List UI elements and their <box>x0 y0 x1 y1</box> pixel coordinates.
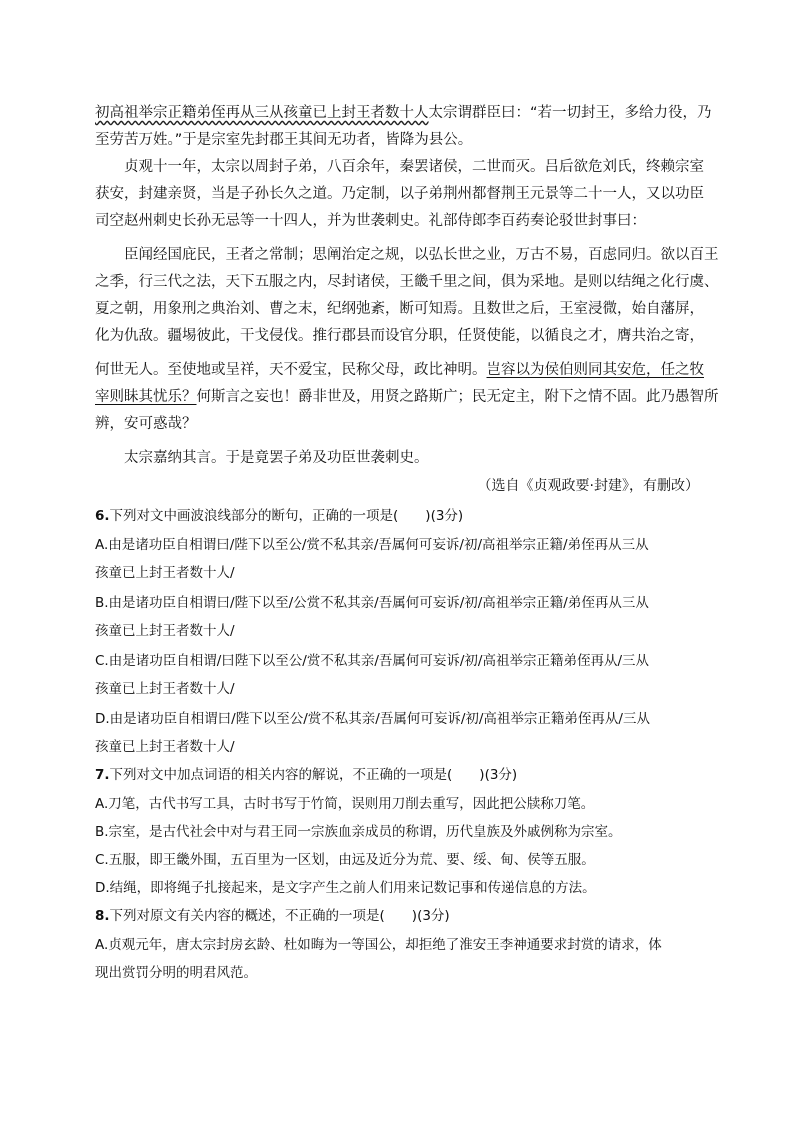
question-number: 8. <box>95 908 110 924</box>
option-line: A.由是诸功臣自相谓曰/陛下以至公/赏不私其亲/吾属何可妄诉/初/高祖举宗正籍/弟侄再从三从 <box>95 537 649 553</box>
option-line: C.五服，即王畿外围，五百里为一区划，由远及近分为荒、要、绥、甸、侯等五服。 <box>95 852 595 868</box>
option-line: 孩童已上封王者数十人/ <box>95 681 235 697</box>
passage-line: 贞观十一年，太宗以周封子弟，八百余年，秦罢诸侯，二世而灭。吕后欲危刘氏，终赖宗室 <box>124 159 704 175</box>
question-number: 6. <box>95 508 110 524</box>
option-line: B.宗室，是古代社会中对与君王同一宗族血亲成员的称谓，历代皇族及外戚例称为宗室。 <box>95 824 622 840</box>
option-line: 孩童已上封王者数十人/ <box>95 565 235 581</box>
option-line: A.贞观元年，唐太宗封房玄龄、杜如晦为一等国公，却拒绝了淮安王李神通要求封赏的请求，体 <box>95 937 662 953</box>
passage-line <box>95 360 704 380</box>
option-line: D.结绳，即将绳子扎接起来，是文字产生之前人们用来记数记事和传递信息的方法。 <box>95 880 596 896</box>
option-line: A.刀笔，古代书写工具，古时书写于竹简，误则用刀削去重写，因此把公牍称刀笔。 <box>95 796 595 812</box>
wavy-underlined-text: 初高祖举宗正籍弟侄再从三从孩童已上封王者数十人 <box>95 105 429 121</box>
passage-line: 之季，行三代之法，天下五服之内，尽封诸侯，王畿千里之间，俱为采地。是则以结绳之化行虞、 <box>95 274 719 290</box>
source-citation: （选自《贞观政要·封建》，有删改） <box>477 478 699 494</box>
passage-line: 太宗嘉纳其言。于是竟罢子弟及功臣世袭刺史。 <box>124 450 429 466</box>
option-line: 孩童已上封王者数十人/ <box>95 623 235 639</box>
option-line: 孩童已上封王者数十人/ <box>95 739 235 755</box>
option-line: C.由是诸功臣自相谓/曰陛下以至公/赏不私其亲/吾属何可妄诉/初/高祖举宗正籍弟侄再从/三从 <box>95 653 650 669</box>
question-text: 下列对文中加点词语的相关内容的解说，不正确的一项是( )(3分) <box>109 767 518 783</box>
underlined-text: 岂容以为侯伯则同其安危，任之牧 <box>486 362 704 378</box>
passage-text: 太宗谓群臣曰：“若一切封王，多给力役，乃 <box>428 105 712 121</box>
question-text: 下列对文中画波浪线部分的断句，正确的一项是( )(3分) <box>109 508 464 524</box>
question-stem <box>95 765 517 785</box>
passage-line <box>95 103 712 123</box>
passage-line: 臣闻经国庇民，王者之常制；思阐治定之规，以弘长世之业，万古不易，百虑同归。欲以百王 <box>124 247 719 263</box>
passage-line: 夏之朝，用象刑之典治刘、曹之末，纪纲弛紊，断可知焉。且数世之后，王室浸微，始自藩屏， <box>95 301 704 317</box>
question-stem <box>95 506 463 526</box>
passage-line <box>95 387 719 407</box>
question-stem <box>95 906 450 926</box>
underlined-text: 宰则眛其忧乐？ <box>95 389 197 405</box>
passage-line: 辨，安可惑哉？ <box>95 416 197 432</box>
passage-line: 化为仇敌。疆埸彼此，干戈侵伐。推行郡县而设官分职，任贤使能，以循良之才，膺共治之寄， <box>95 328 704 344</box>
option-line: B.由是诸功臣自相谓曰/陛下以至/公赏不私其亲/吾属何可妄诉/初/高祖举宗正籍/弟侄再从三从 <box>95 595 649 611</box>
question-number: 7. <box>95 767 110 783</box>
passage-line: 获安，封建亲贤，当是子孙长久之道。乃定制，以子弟荆州都督荆王元景等二十一人，又以功臣 <box>95 186 704 202</box>
option-line: D.由是诸功臣自相谓曰/陛下以至公/赏不私其亲/吾属何可妄诉/初/高祖举宗正籍弟侄再从/三从 <box>95 711 650 727</box>
passage-text: 何斯言之妄也！爵非世及，用贤之路斯广；民无定主，附下之情不固。此乃愚智所 <box>196 389 719 405</box>
passage-line: 司空赵州刺史长孙无忌等一十四人，并为世袭刺史。礼部侍郎李百药奏论驳世封事曰： <box>95 213 646 229</box>
question-text: 下列对原文有关内容的概述，不正确的一项是( )(3分) <box>109 908 450 924</box>
passage-line: 至劳苦万姓。”于是宗室先封郡王其间无功者，皆降为县公。 <box>95 132 473 148</box>
passage-text: 何世无人。至使地或呈祥，天不爱宝，民称父母，政比神明。 <box>95 362 487 378</box>
option-line: 现出赏罚分明的明君风范。 <box>95 965 257 981</box>
